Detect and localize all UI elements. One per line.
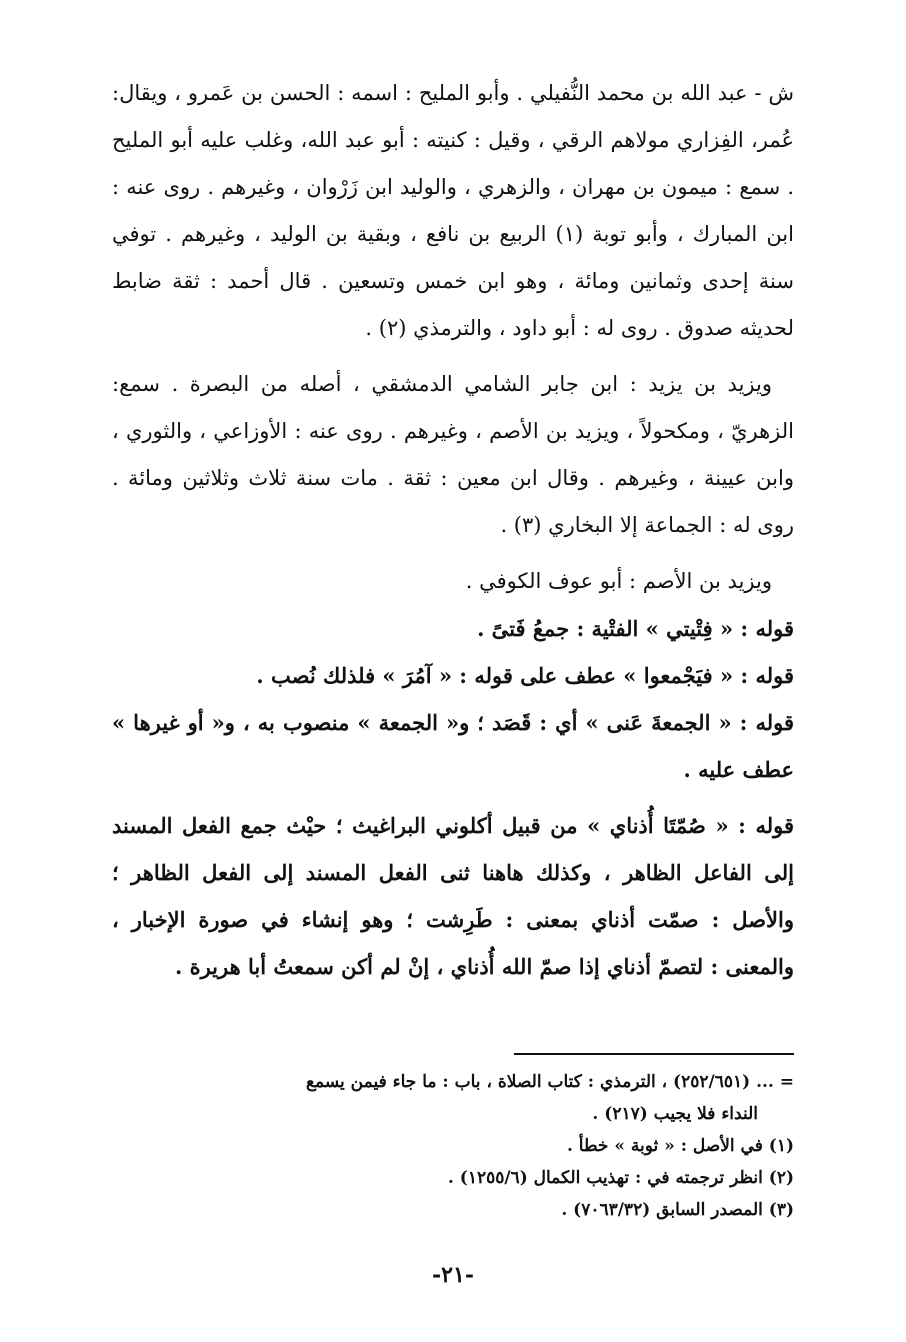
- footnotes: [112, 1066, 794, 1226]
- footnote-separator: [514, 1053, 794, 1055]
- footnote-3: (٣) المصدر السابق (٧٠٦٣/٣٢) .: [561, 1200, 794, 1220]
- footnote-2: (٢) انظر ترجمته في : تهذيب الكمال (١٢٥٥/٦) .: [447, 1168, 794, 1188]
- footnote-1: (١) في الأصل : « ثوبة » خطأ .: [566, 1136, 794, 1156]
- paragraph-qawl-fayajmau: قوله : « فيَجْمعوا » عطف على قوله : « آمُرَ » فلذلك نُصب .: [256, 663, 794, 688]
- footnote-continuation-line: = ... (٢٥٢/٦٥١) ، الترمذي : كتاب الصلاة ، باب : ما جاء فيمن يسمع: [305, 1072, 794, 1092]
- main-text: [112, 70, 794, 999]
- paragraph-qawl-summata: قوله : « صُمّتَا أُذناي » من قبيل أكلوني البراغيث ؛ حيْث جمع الفعل المسند إلى الفاعل الظاهر ، وكذلك هاهنا ثنى الفعل المسند إلى الفعل الظاهر ؛ والأصل : صمّت أذناي بمعنى : طَرِشت ؛ وهو إنشاء في صورة الإخبار ، والمعنى : لتصمّ أذناي إذا صمّ الله أُذناي ، إنْ لم أكن سمعتُ أبا هريرة .: [112, 813, 794, 979]
- footnote-continuation-line: النداء فلا يجيب (٢١٧) .: [592, 1104, 758, 1124]
- paragraph-yazid-ibn-yazid: ويزيد بن يزيد : ابن جابر الشامي الدمشقي ، أصله من البصرة . سمع: الزهريّ ، ومكحولاً ، ويزيد بن الأصم ، وغيرهم . روى عنه : الأوزاعي ، والثوري ، وابن عيينة ، وغيرهم . وقال ابن معين : ثقة . مات سنة ثلاث وثلاثين ومائة . روى له : الجماعة إلا البخاري (٣) .: [112, 372, 794, 537]
- paragraph-nufayli: ش - عبد الله بن محمد النُّفيلي . وأبو المليح : اسمه : الحسن بن عَمرو ، ويقال: عُمر، الفِزاري مولاهم الرقي ، وقيل : كنيته : أبو عبد الله، وغلب عليه أبو المليح . سمع : ميمون بن مهران ، والزهري ، والوليد ابن زَرْوان ، وغيرهم . روى عنه : ابن المبارك ، وأبو توبة (١) الربيع بن نافع ، وبقية بن الوليد ، وغيرهم . توفي سنة إحدى وثمانين ومائة ، وهو ابن خمس وتسعين . قال أحمد : ثقة ضابط لحديثه صدوق . روى له : أبو داود ، والترمذي (٢) .: [112, 81, 794, 340]
- paragraph-qawl-fityati: قوله : « فِتْيتي » الفتْية : جمعُ فَتىً .: [477, 616, 794, 641]
- paragraph-qawl-al-jumua: قوله : « الجمعةَ عَنى » أي : قَصَد ؛ و« الجمعة » منصوب به ، و« أو غيرها » عطف عليه .: [112, 710, 794, 782]
- page-number: -٢١-: [432, 1262, 474, 1288]
- paragraph-yazid-ibn-al-asam: ويزيد بن الأصم : أبو عوف الكوفي .: [465, 569, 772, 593]
